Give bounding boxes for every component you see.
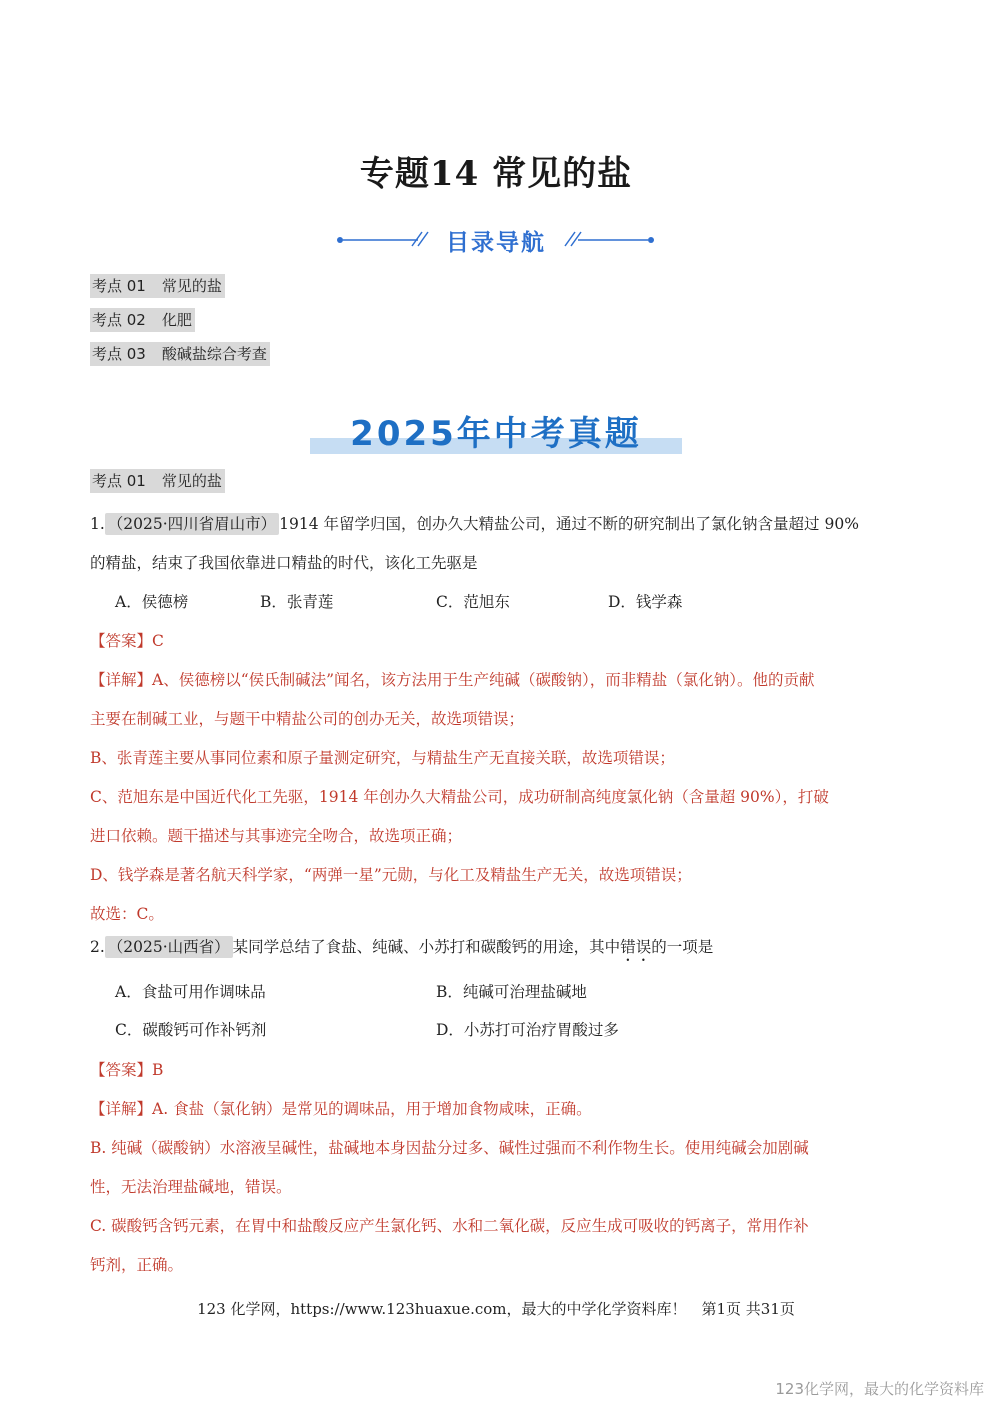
q2-detail-line [90, 1097, 910, 1121]
section-label: 常见的盐 [161, 472, 222, 490]
q2-options-row2 [90, 1018, 910, 1042]
q1-detail-line: D、钱学森是著名航天科学家，“两弹一星”元勋，与化工及精盐生产无关，故选项错误； [90, 866, 692, 884]
detail-text: A、侯德榜以“侯氏制碱法”闻名，该方法用于生产纯碱（碳酸钠），而非精盐（氯化钠）。他的贡献 [152, 671, 815, 689]
toc-item-code: 考点 02 [92, 311, 146, 329]
q2-options-row1 [90, 980, 910, 1004]
toc-item-code: 考点 03 [92, 345, 146, 363]
q2-option-d[interactable]: D．小苏打可治疗胃酸过多 [436, 1021, 619, 1039]
toc-heading [0, 222, 992, 258]
toc-heading-text: 目录导航 [446, 230, 546, 256]
q2-detail-line: 性，无法治理盐碱地，错误。 [90, 1178, 292, 1196]
toc-item-1[interactable] [90, 274, 225, 298]
section-heading [90, 469, 225, 493]
detail-tag: 【详解】 [90, 1100, 153, 1118]
q1-detail-line: 故选：C。 [90, 905, 164, 923]
q1-detail-line: B、张青莲主要从事同位素和原子量测定研究，与精盐生产无直接关联，故选项错误； [90, 749, 675, 767]
q2-source: （2025·山西省） [105, 936, 233, 958]
toc-item-label: 化肥 [161, 311, 192, 329]
q1-number: 1. [90, 515, 105, 533]
answer-value: C [152, 632, 164, 650]
q1-option-a[interactable]: A．侯德榜 [115, 593, 189, 611]
q1-option-b[interactable]: B．张青莲 [260, 593, 334, 611]
watermark: 123化学网，最大的化学资料库 [775, 1380, 984, 1398]
q1-detail-line: C、范旭东是中国近代化工先驱，1914 年创办久大精盐公司，成功研制高纯度氯化钠（含量超 90%），打破 [90, 788, 829, 806]
answer-value: B [152, 1061, 164, 1079]
q2-stem-emphasis: 错误 [620, 938, 652, 956]
q2-stem-post: 的一项是 [651, 938, 714, 956]
q2-answer [90, 1058, 910, 1082]
q2-option-c[interactable]: C．碳酸钙可作补钙剂 [115, 1021, 267, 1039]
q1-stem-line1: 1914 年留学归国，创办久大精盐公司，通过不断的研究制出了氯化钠含量超过 90% [279, 515, 859, 533]
q2-detail-line: 钙剂，正确。 [90, 1256, 184, 1274]
q1-detail-line: 进口依赖。题干描述与其事迹完全吻合，故选项正确； [90, 827, 463, 845]
q1-source: （2025·四川省眉山市） [105, 513, 279, 535]
page-footer: 123 化学网，https://www.123huaxue.com，最大的中学化学资料库！ 第1页 共31页 [197, 1300, 795, 1318]
answer-tag: 【答案】 [90, 1061, 153, 1079]
section-code: 考点 01 [92, 472, 146, 490]
q2-option-a[interactable]: A．食盐可用作调味品 [115, 983, 266, 1001]
detail-tag: 【详解】 [90, 671, 153, 689]
q1-option-d[interactable]: D．钱学森 [608, 593, 683, 611]
q1-options [90, 590, 910, 614]
toc-item-2[interactable] [90, 308, 195, 332]
q2-stem [90, 935, 910, 965]
banner-text: 2025年中考真题 [350, 414, 642, 454]
q2-stem-pre: 某同学总结了食盐、纯碱、小苏打和碳酸钙的用途，其中 [232, 938, 621, 956]
exam-banner [310, 402, 682, 458]
q1-answer [90, 629, 910, 653]
q1-stem-line2: 的精盐，结束了我国依靠进口精盐的时代，该化工先驱是 [90, 554, 478, 572]
q1-option-c[interactable]: C．范旭东 [436, 593, 510, 611]
page-title: 专题14 常见的盐 [359, 154, 633, 194]
toc-item-3[interactable] [90, 342, 270, 366]
q1-detail-line [90, 668, 910, 692]
answer-tag: 【答案】 [90, 632, 153, 650]
q2-detail-line: C. 碳酸钙含钙元素，在胃中和盐酸反应产生氯化钙、水和二氧化碳，反应生成可吸收的钙离子，常用作补 [90, 1217, 809, 1235]
q2-number: 2. [90, 938, 105, 956]
detail-text: A. 食盐（氯化钠）是常见的调味品，用于增加食物咸味，正确。 [152, 1100, 592, 1118]
toc-item-label: 酸碱盐综合考查 [161, 345, 267, 363]
q2-detail-line: B. 纯碱（碳酸钠）水溶液呈碱性，盐碱地本身因盐分过多、碱性过强而不利作物生长。使用纯碱会加剧碱 [90, 1139, 809, 1157]
q1-detail-line: 主要在制碱工业，与题干中精盐公司的创办无关，故选项错误； [90, 710, 525, 728]
q1-stem [90, 512, 910, 536]
toc-item-label: 常见的盐 [161, 277, 222, 295]
q2-option-b[interactable]: B．纯碱可治理盐碱地 [436, 983, 587, 1001]
toc-item-code: 考点 01 [92, 277, 146, 295]
